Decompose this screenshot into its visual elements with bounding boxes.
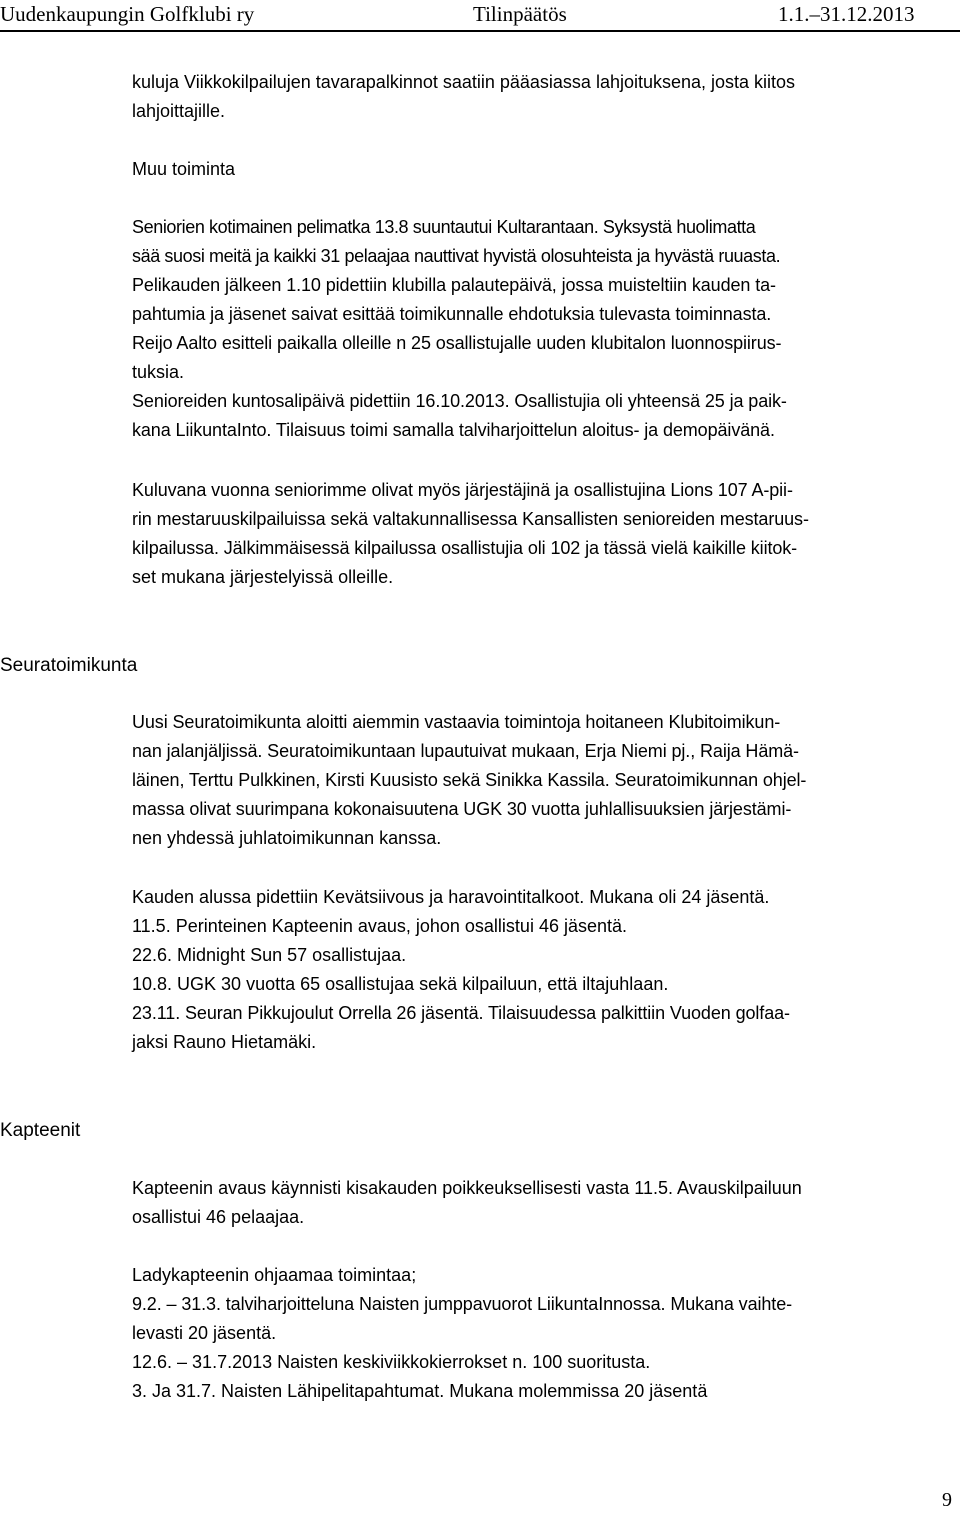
section-heading-kapteenit: Kapteenit <box>0 1120 81 1141</box>
text-line: 9.2. – 31.3. talviharjoitteluna Naisten jumppavuorot LiikuntaInnossa. Mukana vaihte- <box>132 1294 793 1314</box>
text-line: tuksia. <box>132 362 185 382</box>
seniors-trip-paragraph <box>132 213 954 445</box>
text-line: jaksi Rauno Hietamäki. <box>132 1032 317 1052</box>
text-line: set mukana järjestelyissä olleille. <box>132 567 394 587</box>
text-line: Seniorien kotimainen pelimatka 13.8 suuntautui Kultarantaan. Syksystä huolimatta <box>132 217 756 237</box>
page-header <box>0 0 960 32</box>
text-line: 22.6. Midnight Sun 57 osallistujaa. <box>132 945 407 965</box>
text-line: 23.11. Seuran Pikkujoulut Orrella 26 jäsentä. Tilaisuudessa palkittiin Vuoden golfaa- <box>132 1003 790 1023</box>
text-line: rin mestaruuskilpailuissa sekä valtakunnallisessa Kansallisten senioreiden mestaruus- <box>132 509 809 529</box>
text-line: 12.6. – 31.7.2013 Naisten keskiviikkokierrokset n. 100 suoritusta. <box>132 1352 651 1372</box>
muu-toiminta-title <box>132 155 954 184</box>
text-line: osallistui 46 pelaajaa. <box>132 1207 305 1227</box>
text-line: massa olivat suurimpana kokonaisuutena UGK 30 vuotta juhlallisuuksien järjestämi- <box>132 799 792 819</box>
text-line: Pelikauden jälkeen 1.10 pidettiin klubilla palautepäivä, jossa muisteltiin kauden ta- <box>132 275 776 295</box>
text-line: levasti 20 jäsentä. <box>132 1323 277 1343</box>
page-number: 9 <box>942 1489 952 1511</box>
text-line: kana LiikuntaInto. Tilaisuus toimi samalla talviharjoittelun aloitus- ja demopäivänä. <box>132 420 775 440</box>
text-line: läinen, Terttu Pulkkinen, Kirsti Kuusisto sekä Sinikka Kassila. Seuratoimikunnan ohjel- <box>132 770 807 790</box>
text-line: Uusi Seuratoimikunta aloitti aiemmin vastaavia toimintoja hoitaneen Klubitoimikun- <box>132 712 781 732</box>
text-line: 10.8. UGK 30 vuotta 65 osallistujaa sekä kilpailuun, että iltajuhlaan. <box>132 974 669 994</box>
text-line: Kauden alussa pidettiin Kevätsiivous ja haravointitalkoot. Mukana oli 24 jäsentä. <box>132 887 770 907</box>
text-line: kuluja Viikkokilpailujen tavarapalkinnot saatiin pääasiassa lahjoituksena, josta kiitos <box>132 72 796 92</box>
lady-captain-paragraph <box>132 1261 954 1406</box>
seuratoimikunta-intro-paragraph <box>132 708 954 853</box>
text-line: Kuluvana vuonna seniorimme olivat myös järjestäjinä ja osallistujina Lions 107 A-pii- <box>132 480 793 500</box>
text-line: sää suosi meitä ja kaikki 31 pelaajaa nauttivat hyvistä olosuhteista ja hyvästä ruuasta. <box>132 246 781 266</box>
text-line: pahtumia ja jäsenet saivat esittää toimikunnalle ehdotuksia tulevasta toiminnasta. <box>132 304 772 324</box>
text-line: Ladykapteenin ohjaamaa toimintaa; <box>132 1265 417 1285</box>
text-line: nan jalanjäljissä. Seuratoimikuntaan lupautuivat mukaan, Erja Niemi pj., Raija Hämä- <box>132 741 799 761</box>
text-line: nen yhdessä juhlatoimikunnan kanssa. <box>132 828 442 848</box>
header-document-type: Tilinpäätös <box>473 2 567 26</box>
text-line: Reijo Aalto esitteli paikalla olleille n 25 osallistujalle uuden klubitalon luonnospiirus- <box>132 333 782 353</box>
header-period: 1.1.–31.12.2013 <box>778 2 915 26</box>
section-heading-seuratoimikunta: Seuratoimikunta <box>0 655 138 676</box>
text-line: lahjoittajille. <box>132 101 226 121</box>
intro-paragraph <box>132 68 954 126</box>
text-line: Senioreiden kuntosalipäivä pidettiin 16.10.2013. Osallistujia oli yhteensä 25 ja paik- <box>132 391 787 411</box>
text-line: kilpailussa. Jälkimmäisessä kilpailussa osallistujia oli 102 ja tässä vielä kaikille kiitok- <box>132 538 798 558</box>
header-organization: Uudenkaupungin Golfklubi ry <box>0 2 255 26</box>
subsection-title: Muu toiminta <box>132 159 236 179</box>
seniors-competitions-paragraph <box>132 476 954 592</box>
text-line: 11.5. Perinteinen Kapteenin avaus, johon osallistui 46 jäsentä. <box>132 916 628 936</box>
text-line: Kapteenin avaus käynnisti kisakauden poikkeuksellisesti vasta 11.5. Avauskilpailuun <box>132 1178 802 1198</box>
text-line: 3. Ja 31.7. Naisten Lähipelitapahtumat. Mukana molemmissa 20 jäsentä <box>132 1381 708 1401</box>
seuratoimikunta-events-paragraph <box>132 883 954 1057</box>
kapteenit-opening-paragraph <box>132 1174 954 1232</box>
